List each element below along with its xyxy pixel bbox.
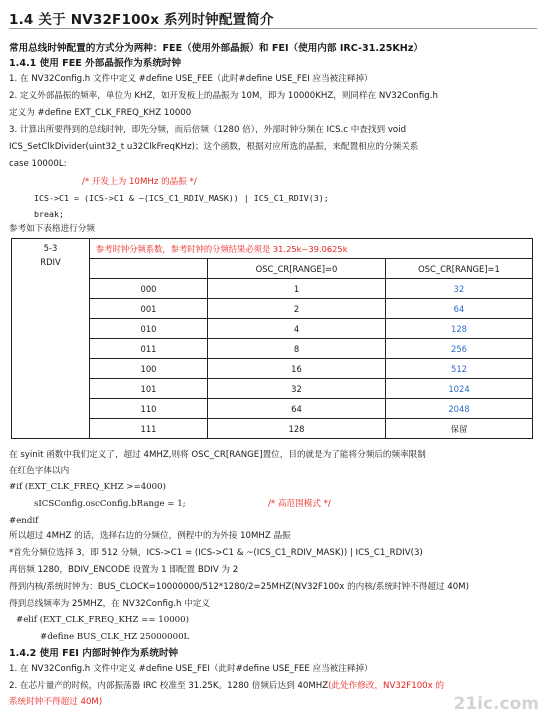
code-endif-line: #endif — [9, 516, 39, 526]
rdiv-code-cell: 100 — [90, 359, 208, 379]
range1-value-cell: 32 — [386, 279, 533, 299]
table-header-range0: OSC_CR[RANGE]=0 — [208, 259, 386, 279]
fei-step-1: 1. 在 NV32Config.h 文件中定义 #define USE_FEI（此时#define USE_FEE 应当被注释掉） — [9, 664, 373, 674]
range1-value-cell: 2048 — [386, 399, 533, 419]
table-row — [12, 399, 533, 419]
table-header-range1: OSC_CR[RANGE]=1 — [386, 259, 533, 279]
range1-value-cell: 保留 — [386, 419, 533, 439]
rdiv-code-cell: 010 — [90, 319, 208, 339]
table-row — [12, 279, 533, 299]
table-row — [12, 379, 533, 399]
explain-line-1: 所以超过 4MHZ 的话，选择右边的分频位，例程中的为外接 10MHZ 晶振 — [9, 531, 291, 541]
table-row — [12, 359, 533, 379]
explain-line-3: 再倍频 1280，BDIV_ENCODE 设置为 1 即配置 BDIV 为 2 — [9, 565, 239, 575]
table-row — [12, 419, 533, 439]
fee-step-2: 2. 定义外部晶振的频率，单位为 KHZ，如开发板上的晶振为 10M，即为 10000KHZ，则同样在 NV32Config.h — [9, 91, 438, 101]
code-if-line: #if (EXT_CLK_FREQ_KHZ >=4000) — [9, 482, 166, 492]
table-header-blank — [90, 259, 208, 279]
table-caption: 参考如下表格进行分频 — [9, 224, 95, 234]
range0-value-cell: 4 — [208, 319, 386, 339]
fee-case-line: case 10000L: — [9, 159, 67, 169]
range0-value-cell: 8 — [208, 339, 386, 359]
fei-step-2-main: 2. 在芯片量产的时候，内部振荡器 IRC 校准至 31.25K。1280 倍频后达到 40MHZ — [9, 681, 329, 691]
rdiv-code-cell: 011 — [90, 339, 208, 359]
explain-line-5: 得到总线频率为 25MHZ，在 NV32Config.h 中定义 — [9, 599, 211, 609]
range1-value-cell: 128 — [386, 319, 533, 339]
fee-step-3: 3. 计算出所要得到的总线时钟，即先分频，而后倍频（1280 倍），外部时钟分频在 ICS.c 中查找到 void — [9, 125, 407, 135]
code-define-busclk: #define BUS_CLK_HZ 25000000L — [40, 632, 190, 642]
rdiv-table — [11, 238, 533, 439]
syinit-note: 在 syinit 函数中我们定义了，超过 4MHZ,则将 OSC_CR[RANGE]置位，目的就是为了能将分频后的频率限制 — [9, 450, 426, 460]
explain-line-2: *首先分频位选择 3，即 512 分频，ICS->C1 = (ICS->C1 & ~(ICS_C1_RDIV_MASK)) | ICS_C1_RDIV(3) — [9, 548, 423, 558]
range0-value-cell: 64 — [208, 399, 386, 419]
section-heading-fee: 1.4.1 使用 FEE 外部晶振作为系统时钟 — [9, 58, 182, 69]
intro-heading: 常用总线时钟配置的方式分为两种：FEE（使用外部晶振）和 FEI（使用内部 IRC-31.25KHz） — [9, 43, 424, 54]
range0-value-cell: 128 — [208, 419, 386, 439]
section-heading-fei: 1.4.2 使用 FEI 内部时钟作为系统时钟 — [9, 648, 179, 659]
range0-value-cell: 16 — [208, 359, 386, 379]
range1-value-cell: 64 — [386, 299, 533, 319]
fei-step-2 — [9, 681, 444, 692]
site-watermark: 21ic.com — [453, 694, 539, 714]
code-break: break; — [34, 209, 64, 219]
range1-value-cell: 256 — [386, 339, 533, 359]
rdiv-code-cell: 000 — [90, 279, 208, 299]
rdiv-note: 参考时钟分频系数，参考时钟的分频结果必须是 31.25k~39.0625k — [90, 239, 533, 259]
rdiv-code-cell: 101 — [90, 379, 208, 399]
code-elif-line: #elif (EXT_CLK_FREQ_KHZ == 10000) — [16, 615, 189, 625]
rdiv-section-number: 5-3 — [43, 243, 58, 253]
rdiv-code-cell: 110 — [90, 399, 208, 419]
range0-value-cell: 1 — [208, 279, 386, 299]
rdiv-field-name: RDIV — [40, 257, 61, 267]
title-divider — [9, 28, 537, 29]
syinit-note-cont: 在红色字体以内 — [9, 466, 70, 476]
fei-step-2-red-cont: 系统时钟不得超过 40M) — [9, 697, 103, 707]
range1-value-cell: 1024 — [386, 379, 533, 399]
code-comment-10mhz: /* 开发上为 10MHz 的晶振 */ — [82, 177, 197, 187]
code-high-range-comment: /* 高范围模式 */ — [268, 499, 331, 509]
code-rdiv-statement: ICS->C1 = (ICS->C1 & ~(ICS_C1_RDIV_MASK)) | ICS_C1_RDIV(3); — [34, 193, 329, 203]
table-row — [12, 299, 533, 319]
rdiv-code-cell: 111 — [90, 419, 208, 439]
range0-value-cell: 32 — [208, 379, 386, 399]
page-title: 1.4 关于 NV32F100x 系列时钟配置简介 — [9, 12, 274, 28]
range1-value-cell: 512 — [386, 359, 533, 379]
rdiv-code-cell: 001 — [90, 299, 208, 319]
fei-step-2-red: (此处作修改，NV32F100x 的 — [328, 681, 445, 691]
table-row — [12, 339, 533, 359]
rdiv-label-cell — [12, 239, 90, 439]
explain-line-4: 得到内核/系统时钟为：BUS_CLOCK=10000000/512*1280/2=25MHZ(NV32F100x 的内核/系统时钟不得超过 40M) — [9, 582, 469, 592]
range0-value-cell: 2 — [208, 299, 386, 319]
table-row — [12, 319, 533, 339]
fee-step-1: 1. 在 NV32Config.h 文件中定义 #define USE_FEE（此时#define USE_FEI 应当被注释掉） — [9, 74, 373, 84]
fee-step-3-cont: ICS_SetClkDivider(uint32_t u32ClkFreqKHz)；这个函数，根据对应所选的晶振，来配置相应的分频关系 — [9, 142, 419, 152]
fee-step-2-cont: 定义为 #define EXT_CLK_FREQ_KHZ 10000 — [9, 108, 192, 118]
code-brange-line: sICSConfig.oscConfig.bRange = 1; — [34, 499, 186, 509]
